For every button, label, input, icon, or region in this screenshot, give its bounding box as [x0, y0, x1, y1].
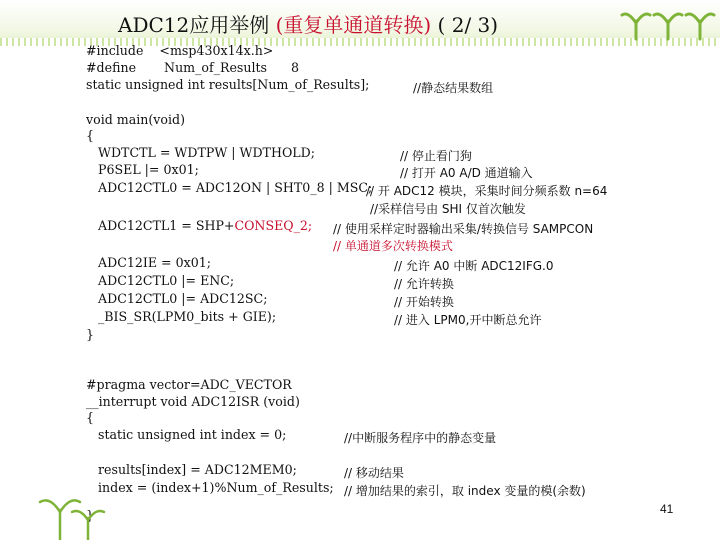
code-comment: // 打开 A0 A/D 通道输入 [400, 166, 533, 180]
code-comment: // 移动结果 [344, 466, 404, 480]
code-comment: //静态结果数组 [413, 81, 494, 95]
code-comment: // 停止看门狗 [400, 149, 472, 163]
code-comment: // 单通道多次转换模式 [333, 239, 453, 253]
sprouts-decoration-icon [618, 3, 718, 41]
code-line: index = (index+1)%Num_of_Results; [86, 480, 334, 495]
code-comment: // 使用采样定时器输出采集/转换信号 SAMPCON [333, 222, 594, 236]
code-line: ADC12IE = 0x01; [86, 255, 211, 270]
code-line: WDTCTL = WDTPW | WDTHOLD; [86, 145, 315, 160]
code-line: void main(void) [86, 112, 185, 127]
code-line: #pragma vector=ADC_VECTOR [86, 377, 292, 392]
code-line: results[index] = ADC12MEM0; [86, 462, 297, 477]
code-comment: // 开 ADC12 模块，采集时间分频系数 n=64 [366, 184, 608, 198]
code-line: } [86, 327, 95, 342]
code-line: static unsigned int index = 0; [86, 427, 287, 442]
title-prefix: ADC12应用举例 [118, 13, 276, 37]
code-line: #include <msp430x14x.h> [86, 43, 274, 58]
code-line: _BIS_SR(LPM0_bits + GIE); [86, 309, 277, 324]
code-line: ADC12CTL1 = SHP+CONSEQ_2; [86, 218, 313, 233]
code-comment: // 开始转换 [394, 295, 454, 309]
code-comment: //中断服务程序中的静态变量 [344, 431, 497, 445]
code-line: ADC12CTL0 |= ENC; [86, 273, 235, 288]
code-comment: // 允许转换 [394, 277, 454, 291]
code-line: } [86, 508, 95, 523]
title-red: (重复单通道转换) [275, 13, 432, 37]
code-line: { [86, 128, 95, 143]
sprouts-footer-icon [0, 462, 120, 540]
code-comment: // 增加结果的索引，取 index 变量的模(余数) [344, 484, 586, 498]
code-comment: // 允许 A0 中断 ADC12IFG.0 [394, 259, 554, 273]
code-line: __interrupt void ADC12ISR (void) [86, 394, 300, 409]
code-line: ADC12CTL0 = ADC12ON | SHT0_8 | MSC; [86, 180, 373, 195]
code-red-segment: CONSEQ_2; [234, 218, 313, 233]
code-line: #define Num_of_Results 8 [86, 60, 300, 75]
code-line: { [86, 410, 95, 425]
slide-title [118, 9, 498, 38]
title-suffix: ( 2/ 3) [431, 13, 499, 37]
code-line: ADC12CTL0 |= ADC12SC; [86, 291, 268, 306]
page-number: 41 [660, 502, 674, 516]
code-comment: // 进入 LPM0,开中断总允许 [394, 313, 542, 327]
code-line: static unsigned int results[Num_of_Results]; [86, 77, 370, 92]
code-line: P6SEL |= 0x01; [86, 162, 199, 177]
code-comment: //采样信号由 SHI 仅首次触发 [370, 202, 526, 216]
